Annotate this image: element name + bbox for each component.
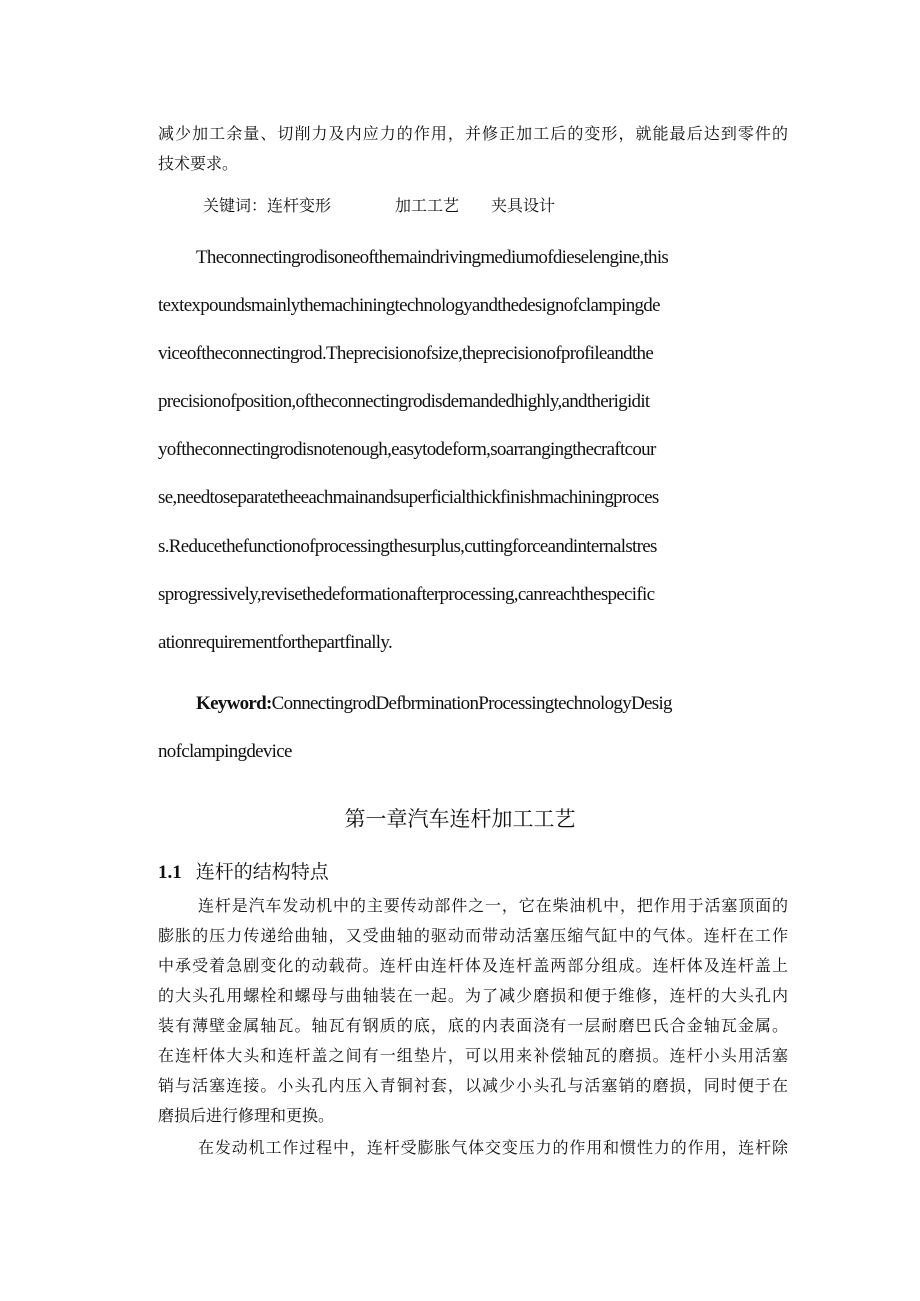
keyword-cn-3: 夹具设计 [491,196,556,215]
body-p1-line-8: 磨损后进行修理和更换。 [158,1106,335,1125]
abstract-en-line-5: yoftheconnectingrodisnotenough,easytodeform,soarrangingthecraftcour [158,439,656,460]
body-p1-line-4: 的大头孔用螺栓和螺母与曲轴装在一起。为了减少磨损和便于维修，连杆的大头孔内 [158,986,788,1005]
body-p1-line-6: 在连杆体大头和连杆盖之间有一组垫片，可以用来补偿轴瓦的磨损。连杆小头用活塞 [158,1046,788,1065]
body-p1-line-1: 连杆是汽车发动机中的主要传动部件之一，它在柴油机中，把作用于活塞顶面的 [198,896,788,915]
abstract-en-line-3: viceoftheconnectingrod.Theprecisionofsize,theprecisionofprofileandthe [158,343,654,364]
keywords-en-label: Keyword: [196,693,272,714]
abstract-en-line-7: s.Reducethefunctionofprocessingthesurplus,cuttingforceandinternalstres [158,536,657,557]
keywords-en-line-2: nofclampingdevice [158,741,292,762]
body-p1-line-7: 销与活塞连接。小头孔内压入青铜衬套，以减少小头孔与活塞销的磨损，同时便于在 [158,1076,788,1095]
keyword-cn-2: 加工工艺 [395,196,460,215]
body-p1-line-3: 中承受着急剧变化的动载荷。连杆由连杆体及连杆盖两部分组成。连杆体及连杆盖上 [158,956,788,975]
keywords-en-line-1 [196,692,788,716]
body-p1-line-5: 装有薄壁金属轴瓦。轴瓦有钢质的底，底的内表面浇有一层耐磨巴氏合金轴瓦金属。 [158,1016,788,1035]
keywords-cn [203,196,555,216]
keyword-cn-1: 连杆变形 [267,196,332,215]
abstract-en-line-2: textexpoundsmainlythemachiningtechnologyandthedesignofclampingde [158,295,660,316]
keywords-en-text-1: ConnectingrodDefbrminationProcessingtechnologyDesig [271,693,672,714]
section-heading [158,859,329,886]
body-p1-line-2: 膨胀的压力传递给曲轴，又受曲轴的驱动而带动活塞压缩气缸中的气体。连杆在工作 [158,926,788,945]
section-title: 连杆的结构特点 [195,861,329,883]
body-p2-line-1: 在发动机工作过程中，连杆受膨胀气体交变压力的作用和惯性力的作用，连杆除 [198,1138,788,1157]
abstract-cn-line-2: 技术要求。 [158,154,239,173]
keywords-cn-label: 关键词： [203,196,268,215]
abstract-en-line-8: sprogressively,revisethedeformationafterprocessing,canreachthespecific [158,584,655,605]
abstract-en-line-1: Theconnectingrodisoneofthemaindrivingmediumofdieselengine,this [196,247,669,268]
section-number: 1.1 [158,862,182,883]
abstract-cn-line-1: 减少加工余量、切削力及内应力的作用，并修正加工后的变形，就能最后达到零件的 [158,124,788,143]
abstract-en-line-6: se,needtoseparatetheeachmainandsuperficialthickfinishmachiningproces [158,487,659,508]
abstract-en-line-9: ationrequirementforthepartfinally. [158,632,392,653]
chapter-title: 第一章汽车连杆加工工艺 [344,807,576,831]
abstract-en-line-4: precisionofposition,oftheconnectingrodisdemandedhighly,andtherigidit [158,391,650,412]
